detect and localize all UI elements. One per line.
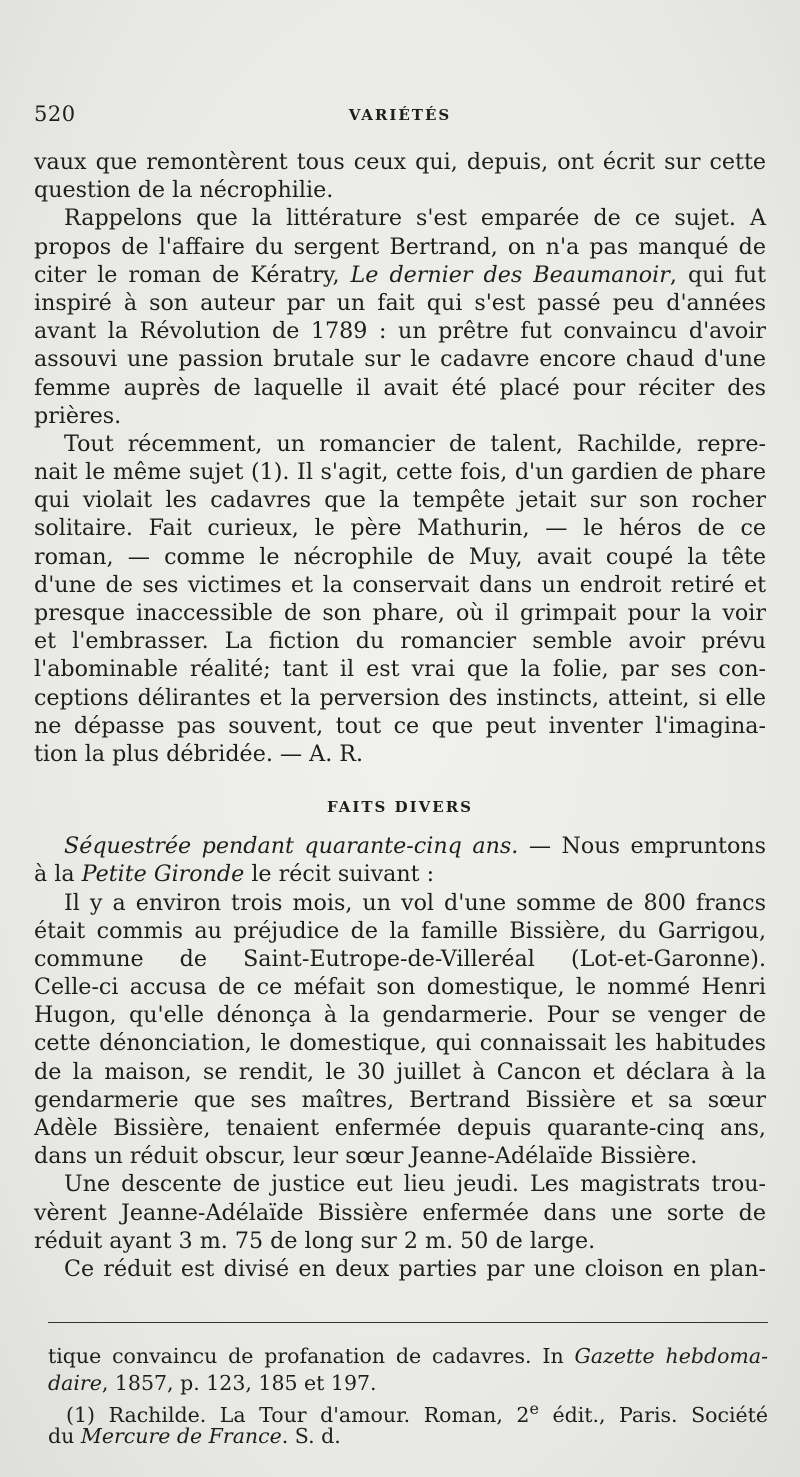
- superscript: e: [529, 1399, 539, 1418]
- article-title: Séquestrée pendant quarante-cinq ans.: [64, 833, 519, 860]
- text-line: gendarmerie que ses maîtres, Bertrand Bissière et sa sœur: [34, 1086, 766, 1113]
- text-line: Rappelons que la littérature s'est emparée de ce sujet. A: [64, 205, 766, 232]
- section-title: FAITS DIVERS: [326, 798, 474, 817]
- journal-title: daire: [48, 1370, 102, 1395]
- text-line: de la maison, se rendit, le 30 juillet à Cancon et déclara à la: [34, 1058, 766, 1085]
- text-line: question de la nécrophilie.: [34, 177, 334, 204]
- text-line: ceptions délirantes et la perversion des instincts, atteint, si elle: [34, 684, 766, 711]
- text-line: l'abominable réalité; tant il est vrai que la folie, par ses con-: [34, 656, 766, 683]
- text-line: Il y a environ trois mois, un vol d'une somme de 800 francs: [64, 889, 766, 916]
- text-line: vaux que remontèrent tous ceux qui, depuis, ont écrit sur cette: [34, 149, 766, 175]
- text-span: édit., Paris. Société: [538, 1402, 769, 1427]
- text-span: le récit suivant :: [244, 861, 435, 888]
- text-line: assouvi une passion brutale sur le cadavre encore chaud d'une: [34, 346, 766, 373]
- text-span: citer le roman de Kératry,: [34, 261, 351, 288]
- text-line: qui violait les cadavres que la tempête jetait sur son rocher: [34, 487, 766, 514]
- text-span: , qui fut: [669, 261, 767, 288]
- text-line: [34, 860, 766, 888]
- text-line: commune de Saint-Eutrope-de-Villeréal (Lot-et-Garonne).: [34, 945, 766, 972]
- running-title: VARIÉTÉS: [348, 106, 452, 124]
- text-line: réduit ayant 3 m. 75 de long sur 2 m. 50 de large.: [34, 1227, 596, 1254]
- text-span: à la: [34, 861, 82, 888]
- footnotes: [48, 1343, 768, 1449]
- text-line: Hugon, qu'elle dénonça à la gendarmerie. Pour se venger de: [34, 1002, 766, 1029]
- text-line: Adèle Bissière, tenaient enfermée depuis quarante-cinq ans,: [34, 1115, 766, 1141]
- text-span: — Nous empruntons: [518, 833, 766, 860]
- text-span: . S. d.: [281, 1423, 341, 1448]
- text-line: et l'embrasser. La fiction du romancier semble avoir prévu: [34, 628, 766, 655]
- footnote-divider: [48, 1322, 768, 1323]
- text-line: solitaire. Fait curieux, le père Mathurin, — le héros de ce: [34, 515, 766, 542]
- text-span: du: [48, 1423, 81, 1448]
- journal-title: Gazette hebdoma-: [574, 1344, 769, 1368]
- text-line: Celle-ci accusa de ce méfait son domestique, le nommé Henri: [34, 974, 766, 1001]
- text-line: dans un réduit obscur, leur sœur Jeanne-Adélaïde Bissière.: [34, 1143, 698, 1170]
- text-line: Une descente de justice eut lieu jeudi. Les magistrats trou-: [64, 1171, 766, 1198]
- footnote-line: [48, 1396, 769, 1427]
- body-text: [34, 148, 766, 1283]
- text-line: propos de l'affaire du sergent Bertrand, on n'a pas manqué de: [34, 233, 766, 260]
- book-title: Le dernier des Beaumanoir: [350, 261, 670, 288]
- text-line: cette dénonciation, le domestique, qui connaissait les habitudes: [34, 1030, 766, 1057]
- text-line: vèrent Jeanne-Adélaïde Bissière enfermée dans une sorte de: [34, 1199, 766, 1226]
- text-line: presque inaccessible de son phare, où il grimpait pour la voir: [34, 600, 766, 626]
- text-line: prières.: [34, 402, 122, 429]
- text-line: [34, 832, 766, 860]
- text-span: , 1857, p. 123, 185 et 197.: [101, 1370, 377, 1395]
- text-line: d'une de ses victimes et la conservait dans un endroit retiré et: [34, 571, 766, 598]
- publisher-title: Mercure de France: [80, 1423, 282, 1448]
- text-line: femme auprès de laquelle il avait été placé pour réciter des: [34, 374, 766, 401]
- text-line: [34, 261, 766, 289]
- text-line: Tout récemment, un romancier de talent, Rachilde, repre-: [64, 430, 766, 457]
- text-line: Ce réduit est divisé en deux parties par une cloison en plan-: [64, 1255, 766, 1282]
- text-line: inspiré à son auteur par un fait qui s'est passé peu d'années: [34, 289, 766, 316]
- page-number: 520: [34, 102, 76, 126]
- text-line: était commis au préjudice de la famille Bissière, du Garrigou,: [34, 917, 766, 944]
- text-line: nait le même sujet (1). Il s'agit, cette fois, d'un gardien de phare: [34, 459, 766, 486]
- text-span: (1) Rachilde. La Tour d'amour. Roman, 2: [66, 1402, 530, 1427]
- newspaper-title: Petite Gironde: [81, 861, 245, 888]
- footnote-line: [48, 1370, 768, 1397]
- text-line: avant la Révolution de 1789 : un prêtre fut convaincu d'avoir: [34, 318, 766, 345]
- page-header: [34, 100, 766, 130]
- text-span: tique convaincu de profanation de cadavres. In: [48, 1344, 575, 1368]
- text-line: roman, — comme le nécrophile de Muy, avait coupé la tête: [34, 543, 766, 570]
- text-line: tion la plus débridée. — A. R.: [34, 740, 364, 767]
- footnote-line: [48, 1343, 768, 1370]
- text-line: ne dépasse pas souvent, tout ce que peut inventer l'imagina-: [34, 712, 766, 739]
